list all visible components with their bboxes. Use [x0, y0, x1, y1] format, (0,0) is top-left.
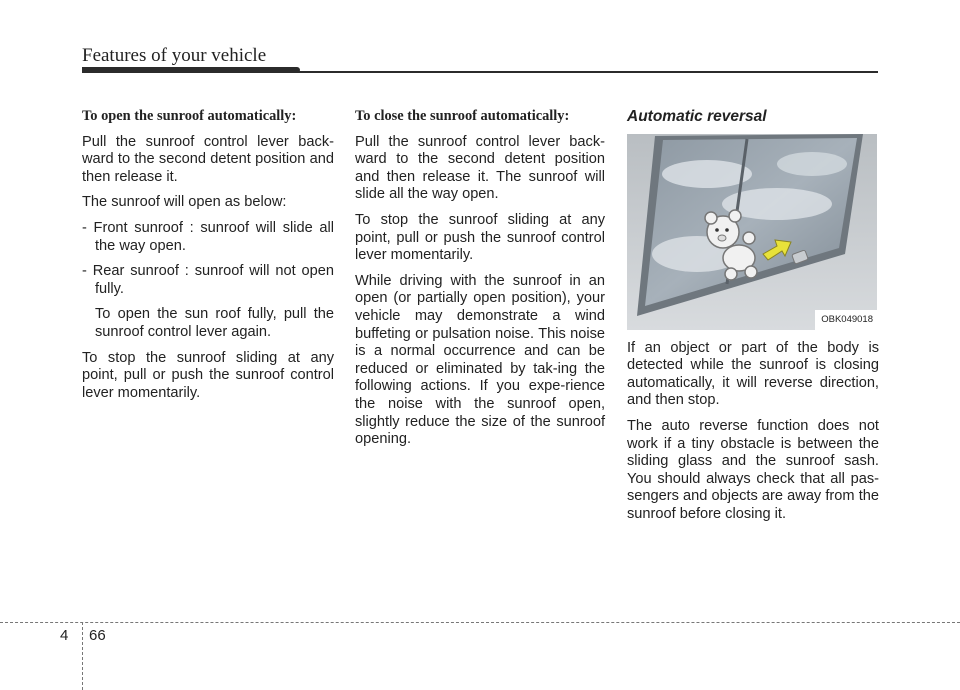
column-middle — [355, 108, 605, 457]
open-instruction: Pull the sunroof control lever back-ward to the second detent position and then release it. — [82, 133, 334, 185]
close-instruction: Pull the sunroof control lever back-ward to the second detent position and then release it. The sunroof will slide all the way open. — [355, 133, 605, 203]
auto-reversal-heading: Automatic reversal — [627, 108, 767, 125]
auto-reversal-desc: If an object or part of the body is detected while the sunroof is closing automatically, it will reverse direction, and then stop. — [627, 339, 879, 409]
stop-instruction: To stop the sunroof sliding at any point, pull or push the sunroof control lever momentarily. — [82, 349, 334, 401]
sunroof-illustration — [627, 134, 877, 330]
rear-sunroof-note: To open the sun roof fully, pull the sunroof control lever again. — [95, 306, 334, 340]
open-heading: To open the sunroof automatically: — [82, 108, 297, 124]
column-left — [82, 108, 334, 410]
close-heading: To close the sunroof automatically: — [355, 108, 570, 124]
figure-code: OBK049018 — [815, 310, 877, 330]
page-number: 66 — [89, 627, 106, 644]
close-stop-instruction: To stop the sunroof sliding at any point, pull or push the sunroof control lever momentarily. — [355, 211, 605, 264]
sunroof-image — [627, 134, 877, 330]
header-rule — [82, 71, 878, 73]
open-behavior-intro: The sunroof will open as below: — [82, 194, 287, 211]
wind-noise-note: While driving with the sunroof in an open (or partially open position), your vehicle may demonstrate a wind buffeting or pulsation noise. This noise is a normal occurrence and can be reduced or eliminated by tak-ing the following actions. If you expe-rience the noise with the sunroof open, slightly reduce the size of the sunroof opening. — [355, 272, 605, 448]
auto-reversal-limitation: The auto reverse function does not work if a tiny obstacle is between the sliding glass and the sunroof sash. You should always check that all pas-sengers and objects are away from the sunroof before closing it. — [627, 417, 879, 522]
rear-sunroof-item: - Rear sunroof : sunroof will not open fully. — [82, 263, 334, 297]
section-title: Features of your vehicle — [82, 45, 267, 66]
chapter-number: 4 — [60, 627, 69, 644]
footer-rule — [0, 622, 960, 623]
front-sunroof-item: - Front sunroof : sunroof will slide all the way open. — [82, 219, 334, 254]
footer-divider — [82, 622, 83, 690]
column-right — [627, 108, 879, 532]
